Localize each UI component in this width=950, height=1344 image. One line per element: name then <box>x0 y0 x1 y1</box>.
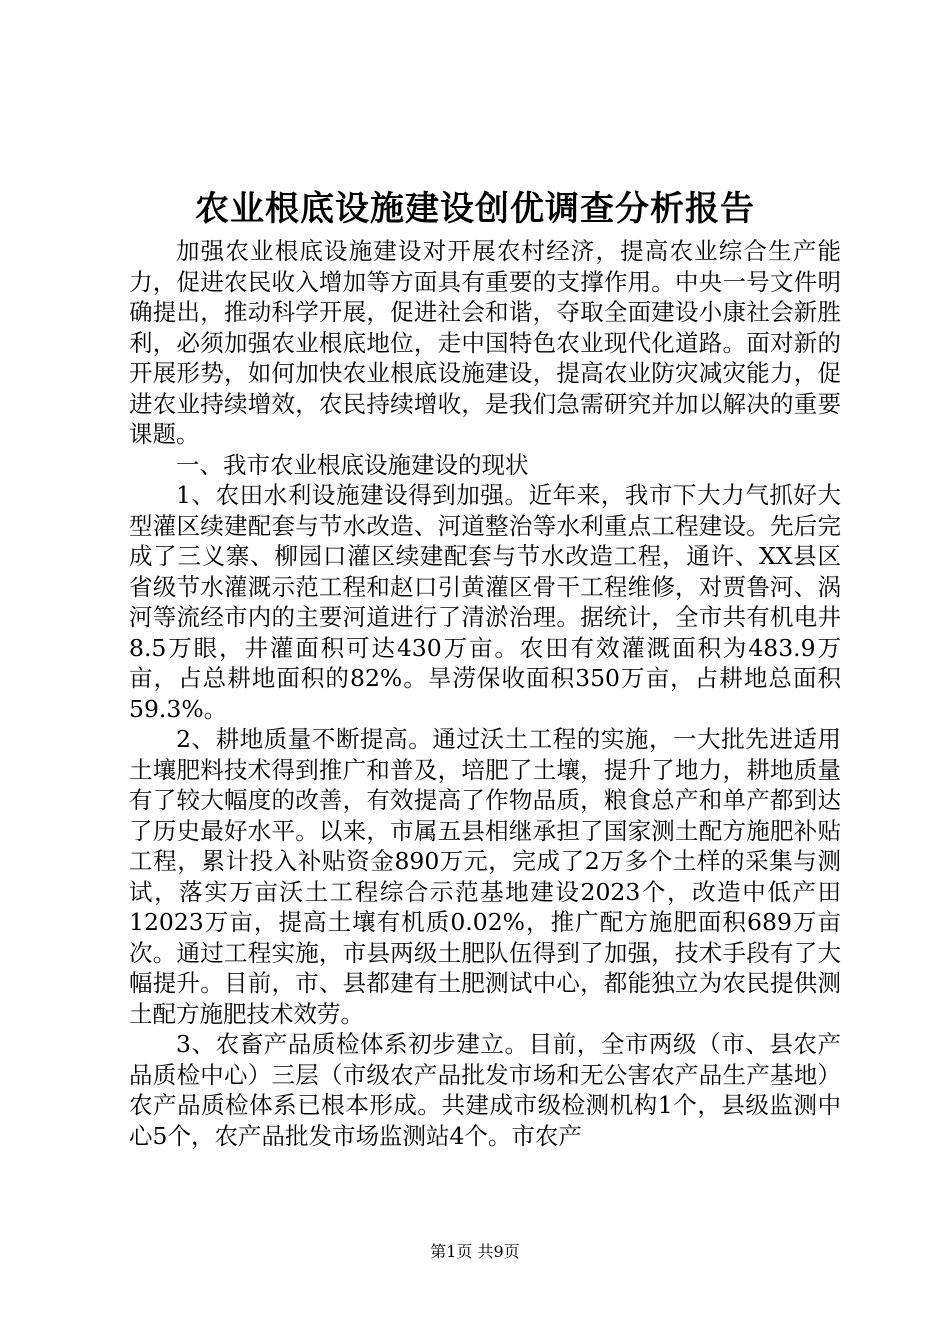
body-paragraph: 2、耕地质量不断提高。通过沃土工程的实施，一大批先进适用土壤肥料技术得到推广和普及，培肥了土壤，提升了地力，耕地质量有了较大幅度的改善，有效提高了作物品质，粮食总产和单产都到达了历史最好水平。以来，市属五县相继承担了国家测土配方施肥补贴工程，累计投入补贴资金890万元，完成了2万多个土样的采集与测试，落实万亩沃土工程综合示范基地建设2023个，改造中低产田12023万亩，提高土壤有机质0.02%，推广配方施肥面积689万亩次。通过工程实施，市县两级土肥队伍得到了加强，技术手段有了大幅提升。目前，市、县都建有土肥测试中心，都能独立为农民提供测土配方施肥技术效劳。 <box>129 725 841 1028</box>
document-title: 农业根底设施建设创优调查分析报告 <box>195 189 755 229</box>
intro-paragraph: 加强农业根底设施建设对开展农村经济，提高农业综合生产能力，促进农民收入增加等方面具有重要的支撑作用。中央一号文件明确提出，推动科学开展，促进社会和谐，夺取全面建设小康社会新胜利，必须加强农业根底地位，走中国特色农业现代化道路。面对新的开展形势，如何加快农业根底设施建设，提高农业防灾减灾能力，促进农业持续增效，农民持续增收，是我们急需研究并加以解决的重要课题。 <box>129 237 841 448</box>
body-paragraph: 1、农田水利设施建设得到加强。近年来，我市下大力气抓好大型灌区续建配套与节水改造、河道整治等水利重点工程建设。先后完成了三义寨、柳园口灌区续建配套与节水改造工程，通许、XX县区省级节水灌溉示范工程和赵口引黄灌区骨干工程维修，对贾鲁河、涡河等流经市内的主要河道进行了清淤治理。据统计，全市共有机电井8.5万眼，井灌面积可达430万亩。农田有效灌溉面积为483.9万亩，占总耕地面积的82%。旱涝保收面积350万亩，占耕地总面积59.3%。 <box>129 481 841 723</box>
document-body <box>129 236 841 1151</box>
body-paragraph: 3、农畜产品质检体系初步建立。目前，全市两级（市、县农产品质检中心）三层（市级农产品批发市场和无公害农产品生产基地）农产品质检体系已根本形成。共建成市级检测机构1个，县级监测中心5个，农产品批发市场监测站4个。市农产 <box>129 1030 841 1150</box>
section-heading: 一、我市农业根底设施建设的现状 <box>176 450 529 479</box>
page-number-footer: 第1页 共9页 <box>430 1242 520 1261</box>
